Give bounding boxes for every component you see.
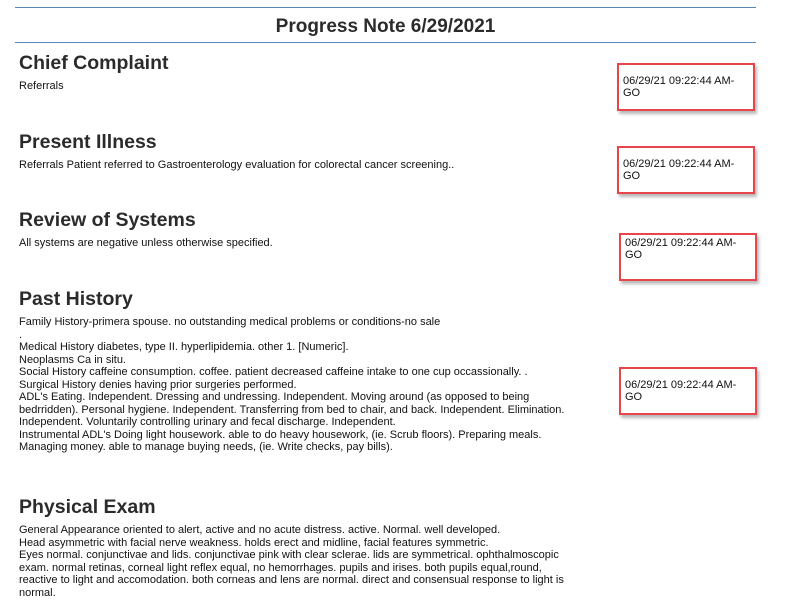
text-line: Managing money. able to manage buying needs, (ie. Write checks, pay bills). [19, 441, 393, 453]
text-line: Instrumental ADL's Doing light housework. able to do heavy housework, (ie. Scrub floors). Preparing meals. [19, 428, 542, 441]
text-line: Family History-primera spouse. no outstanding medical problems or conditions-no sale [19, 316, 441, 328]
text-line: . [19, 328, 23, 341]
stamp-initials: GO [625, 391, 643, 403]
text-line: Head asymmetric with facial nerve weakness. holds erect and midline, facial features symmetric. [19, 536, 489, 549]
section-body [19, 316, 619, 454]
section-past-history [19, 288, 619, 454]
text-line: Eyes normal. conjunctivae and lids. conjunctivae pink with clear sclerae. lids are symmetrical. ophthalmoscopic [19, 549, 559, 561]
text-line: Medical History diabetes, type II. hyperlipidemia. other 1. [Numeric]. [19, 341, 349, 353]
stamp-datetime: 06/29/21 09:22:44 AM- [623, 158, 735, 170]
section-heading: Present Illness [19, 131, 157, 153]
text-line: All systems are negative unless otherwise specified. [19, 237, 273, 249]
section-review-of-systems [19, 209, 619, 250]
timestamp-stamp [619, 367, 757, 415]
section-heading: Past History [19, 288, 133, 310]
section-body [19, 80, 619, 93]
section-heading: Physical Exam [19, 496, 156, 518]
text-line: Neoplasms Ca in situ. [19, 353, 126, 366]
text-line: Referrals [19, 80, 64, 92]
title-rule [15, 42, 756, 43]
section-body [19, 237, 619, 250]
text-line: Independent. Voluntarily controlling urinary and fecal discharge. Independent. [19, 416, 396, 428]
text-line: bedrridden). Personal hygiene. Independent. Transferring from bed to chair, and back. Independent. Elimination. [19, 403, 565, 416]
page-title: Progress Note 6/29/2021 [275, 16, 496, 37]
timestamp-stamp [619, 233, 757, 281]
stamp-initials: GO [625, 249, 643, 261]
timestamp-stamp [617, 146, 755, 194]
timestamp-stamp [617, 63, 755, 111]
text-line: Social History caffeine consumption. coffee. patient decreased caffeine intake to one cup occassionally. . [19, 366, 528, 378]
section-body [19, 524, 619, 599]
top-rule [15, 7, 756, 8]
section-heading: Review of Systems [19, 209, 196, 231]
text-line: normal. [19, 586, 56, 599]
stamp-datetime: 06/29/21 09:22:44 AM- [625, 379, 737, 391]
section-body [19, 159, 619, 172]
stamp-initials: GO [623, 170, 641, 182]
text-line: reactive to light and accomodation. both corneas and lens are normal. direct and consensual response to light is [19, 574, 564, 586]
text-line: General Appearance oriented to alert, active and no acute distress. active. Normal. well developed. [19, 524, 501, 536]
text-line: ADL's Eating. Independent. Dressing and undressing. Independent. Moving around (as opposed to being [19, 391, 530, 403]
stamp-datetime: 06/29/21 09:22:44 AM- [625, 237, 737, 249]
text-line: exam. normal retinas, corneal light reflex equal, no hemorrhages. pupils and irises. both pupils equal,round, [19, 561, 542, 574]
stamp-initials: GO [623, 87, 641, 99]
section-heading: Chief Complaint [19, 52, 169, 74]
section-physical-exam [19, 496, 619, 599]
section-chief-complaint [19, 52, 619, 93]
stamp-datetime: 06/29/21 09:22:44 AM- [623, 75, 735, 87]
text-line: Referrals Patient referred to Gastroenterology evaluation for colorectal cancer screening.. [19, 159, 455, 171]
section-present-illness [19, 131, 619, 172]
text-line: Surgical History denies having prior surgeries performed. [19, 378, 297, 391]
